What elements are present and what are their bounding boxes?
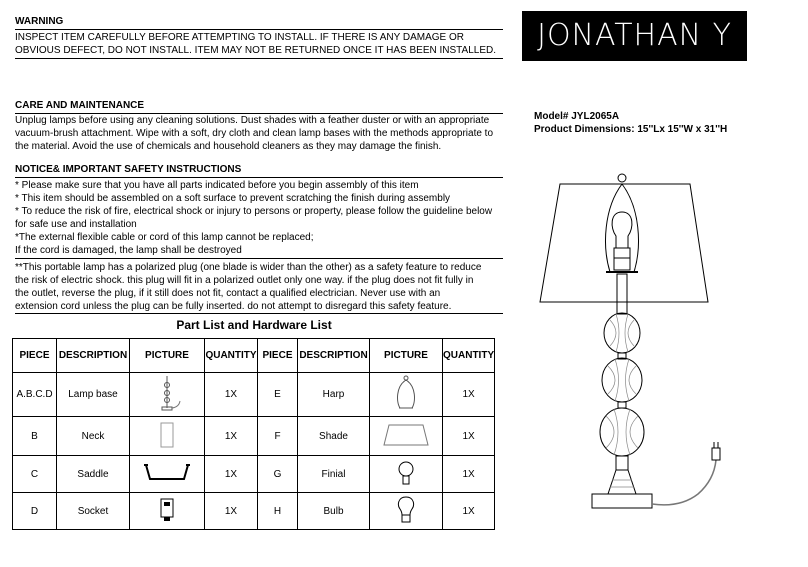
description-cell: Bulb xyxy=(298,493,370,530)
table-header-row xyxy=(13,339,495,373)
warning-line: OBVIOUS DEFECT, DO NOT INSTALL. ITEM MAY NOT BE RETURNED ONCE IT HAS BEEN INSTALLED. xyxy=(15,45,497,56)
model-number: Model# JYL2065A xyxy=(534,111,620,122)
quantity-cell: 1X xyxy=(443,493,495,530)
saddle-icon xyxy=(142,461,192,485)
brand-logo: JONATHAN Y xyxy=(522,11,747,61)
description-cell: Harp xyxy=(298,373,370,417)
warning-text xyxy=(15,31,507,57)
plug-line: the outlet, reverse the plug, if it still does not fit, contact a qualified electrician. Never use with an xyxy=(15,288,441,299)
header-piece: PIECE xyxy=(258,339,298,373)
care-line: vacuum-brush attachment. Wipe with a soft, dry cloth and clean lamp bases with the methods appropriate to xyxy=(15,128,494,139)
quantity-cell: 1X xyxy=(443,456,495,493)
notice-line: for safe use and installation xyxy=(15,219,137,230)
socket-icon xyxy=(155,496,179,524)
picture-cell xyxy=(130,456,205,493)
description-cell: Socket xyxy=(57,493,130,530)
plug-line: **This portable lamp has a polarized plug (one blade is wider than the other) as a safety feature to reduce xyxy=(15,262,482,273)
parts-table xyxy=(12,338,495,530)
description-cell: Shade xyxy=(298,417,370,456)
header-picture: PICTURE xyxy=(370,339,443,373)
plug-line: extension cord unless the plug can be fully inserted. do not attempt to disregard this safety feature. xyxy=(15,301,452,312)
care-title: CARE AND MAINTENANCE xyxy=(15,100,503,114)
piece-cell: F xyxy=(258,417,298,456)
notice-text xyxy=(15,179,507,257)
warning-title: WARNING xyxy=(15,16,503,30)
picture-cell xyxy=(370,493,443,530)
quantity-cell: 1X xyxy=(443,417,495,456)
warning-divider xyxy=(15,58,503,59)
care-line: Unplug lamps before using any cleaning solutions. Dust shades with a feather duster or with an appropriate xyxy=(15,115,490,126)
bulb-icon xyxy=(394,495,418,525)
picture-cell xyxy=(370,456,443,493)
header-description: DESCRIPTION xyxy=(57,339,130,373)
notice-line: *The external flexible cable or cord of this lamp cannot be replaced; xyxy=(15,232,314,243)
header-piece: PIECE xyxy=(13,339,57,373)
table-row xyxy=(13,493,495,530)
piece-cell: A.B.C.D xyxy=(13,373,57,417)
quantity-cell: 1X xyxy=(443,373,495,417)
warning-line: INSPECT ITEM CAREFULLY BEFORE ATTEMPTING TO INSTALL. IF THERE IS ANY DAMAGE OR xyxy=(15,32,464,43)
picture-cell xyxy=(370,417,443,456)
harp-icon xyxy=(391,374,421,412)
lamp-base-icon xyxy=(147,373,187,413)
piece-cell: B xyxy=(13,417,57,456)
picture-cell xyxy=(130,417,205,456)
piece-cell: E xyxy=(258,373,298,417)
notice-title: NOTICE& IMPORTANT SAFETY INSTRUCTIONS xyxy=(15,164,503,178)
plug-divider xyxy=(15,313,503,314)
header-quantity: QUANTITY xyxy=(205,339,258,373)
piece-cell: H xyxy=(258,493,298,530)
lamp-illustration xyxy=(530,168,740,528)
description-cell: Saddle xyxy=(57,456,130,493)
quantity-cell: 1X xyxy=(205,493,258,530)
table-row xyxy=(13,373,495,417)
header-description: DESCRIPTION xyxy=(298,339,370,373)
picture-cell xyxy=(130,373,205,417)
plug-line: the risk of electric shock. this plug will fit in a polarized outlet only one way. if the plug does not fit fully in xyxy=(15,275,474,286)
quantity-cell: 1X xyxy=(205,417,258,456)
piece-cell: D xyxy=(13,493,57,530)
piece-cell: C xyxy=(13,456,57,493)
notice-line: * This item should be assembled on a soft surface to prevent scratching the finish during assembly xyxy=(15,193,451,204)
notice-line: If the cord is damaged, the lamp shall be destroyed xyxy=(15,245,242,256)
table-row xyxy=(13,417,495,456)
picture-cell xyxy=(130,493,205,530)
neck-icon xyxy=(157,420,177,450)
finial-icon xyxy=(394,459,418,487)
table-row xyxy=(13,456,495,493)
shade-icon xyxy=(381,421,431,449)
plug-text xyxy=(15,261,507,313)
parts-title: Part List and Hardware List xyxy=(176,318,332,332)
quantity-cell: 1X xyxy=(205,373,258,417)
description-cell: Neck xyxy=(57,417,130,456)
picture-cell xyxy=(370,373,443,417)
quantity-cell: 1X xyxy=(205,456,258,493)
notice-line: * Please make sure that you have all parts indicated before you begin assembly of this item xyxy=(15,180,419,191)
header-quantity: QUANTITY xyxy=(443,339,495,373)
product-dimensions: Product Dimensions: 15''Lx 15''W x 31''H xyxy=(534,124,728,135)
piece-cell: G xyxy=(258,456,298,493)
header-picture: PICTURE xyxy=(130,339,205,373)
notice-divider xyxy=(15,258,503,259)
care-text xyxy=(15,114,507,153)
description-cell: Lamp base xyxy=(57,373,130,417)
care-line: the material. Avoid the use of chemicals and household cleaners as they may damage the finish. xyxy=(15,141,442,152)
description-cell: Finial xyxy=(298,456,370,493)
notice-line: * To reduce the risk of fire, electrical shock or injury to persons or property, please follow the guideline below xyxy=(15,206,493,217)
